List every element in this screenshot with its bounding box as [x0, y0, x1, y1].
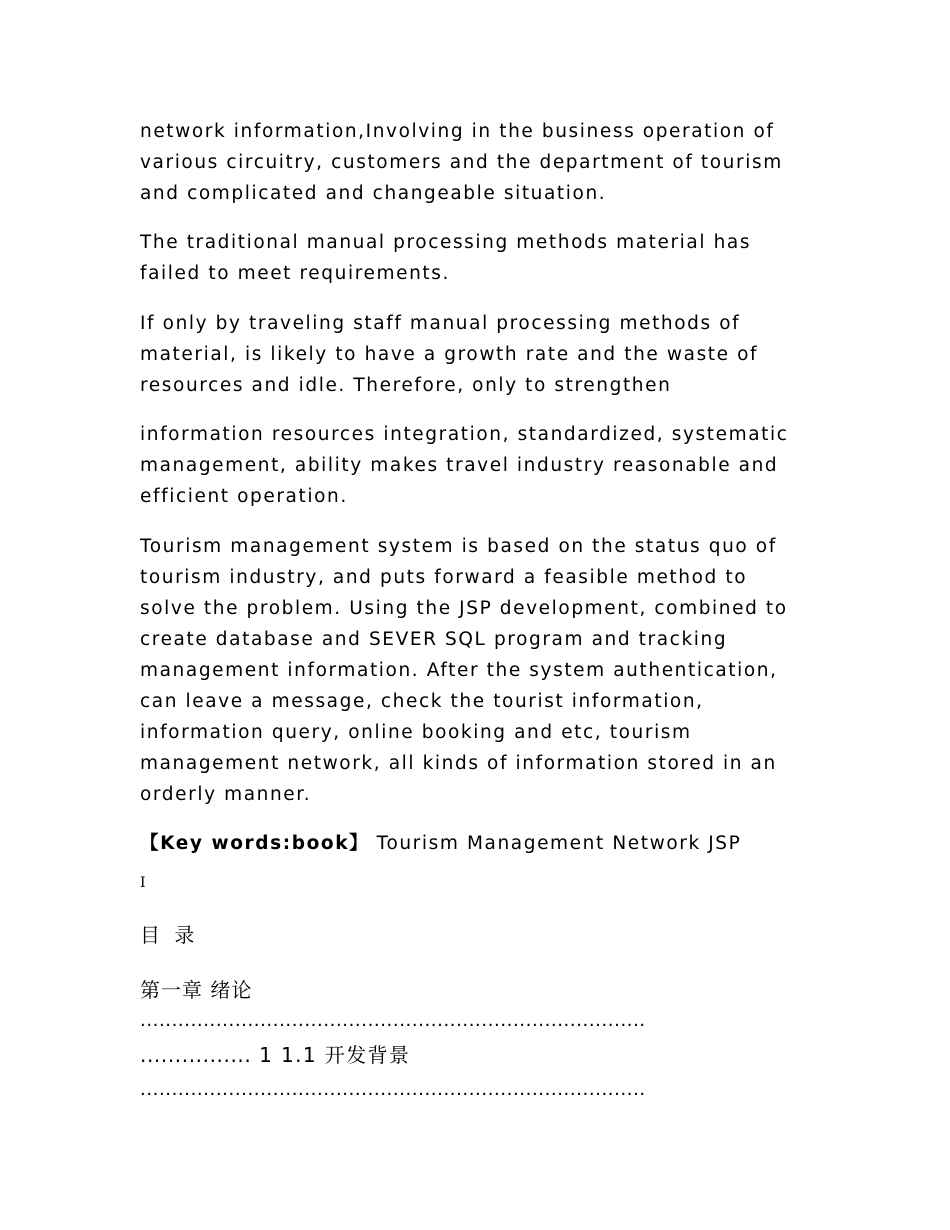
text-line: various circuitry, customers and the department of tourism — [140, 152, 783, 173]
toc-dot-leader: ................................................................................ — [140, 1010, 646, 1031]
abstract-paragraph-5 — [140, 531, 830, 810]
toc-dot-leader: ................................................................................ — [140, 1079, 646, 1100]
text-line: create database and SEVER SQL program and tracking — [140, 629, 728, 650]
text-line: and complicated and changeable situation. — [140, 183, 607, 204]
text-line: can leave a message, check the tourist information, — [140, 691, 704, 712]
text-line: resources and idle. Therefore, only to strengthen — [140, 375, 672, 396]
abstract-paragraph-1 — [140, 116, 830, 209]
page-number: I — [140, 875, 146, 891]
text-line: The traditional manual processing methods material has — [140, 232, 752, 253]
keywords-value: Tourism Management Network JSP — [369, 833, 742, 854]
text-line: If only by traveling staff manual processing methods of — [140, 313, 741, 334]
text-line: information resources integration, standardized, systematic — [140, 424, 789, 445]
text-line: management, ability makes travel industry reasonable and — [140, 455, 779, 476]
toc-dot-leader: ................ — [140, 1043, 252, 1067]
text-line: management information. After the system authentication, — [140, 660, 778, 681]
text-line: failed to meet requirements. — [140, 263, 450, 284]
toc-chapter-1: 第一章 绪论 — [140, 978, 253, 1002]
text-line: management network, all kinds of information stored in an — [140, 753, 777, 774]
abstract-paragraph-2 — [140, 227, 830, 289]
abstract-paragraph-3 — [140, 308, 830, 401]
keywords-label: 【Key words:book】 — [140, 833, 370, 854]
text-line: orderly manner. — [140, 784, 312, 805]
toc-entry-1-1: 1 1.1 开发背景 — [251, 1043, 411, 1067]
toc-title: 目 录 — [140, 923, 199, 947]
abstract-paragraph-4 — [140, 419, 830, 512]
text-line: efficient operation. — [140, 486, 348, 507]
text-line: Tourism management system is based on the status quo of — [140, 536, 777, 557]
toc-entry-line — [140, 1036, 830, 1074]
text-line: information query, online booking and etc, tourism — [140, 722, 692, 743]
page-content — [140, 116, 830, 1105]
text-line: network information,Involving in the business operation of — [140, 121, 775, 142]
text-line: tourism industry, and puts forward a feasible method to — [140, 567, 748, 588]
text-line: material, is likely to have a growth rate and the waste of — [140, 344, 759, 365]
text-line: solve the problem. Using the JSP development, combined to — [140, 598, 788, 619]
keywords-line — [140, 828, 830, 859]
